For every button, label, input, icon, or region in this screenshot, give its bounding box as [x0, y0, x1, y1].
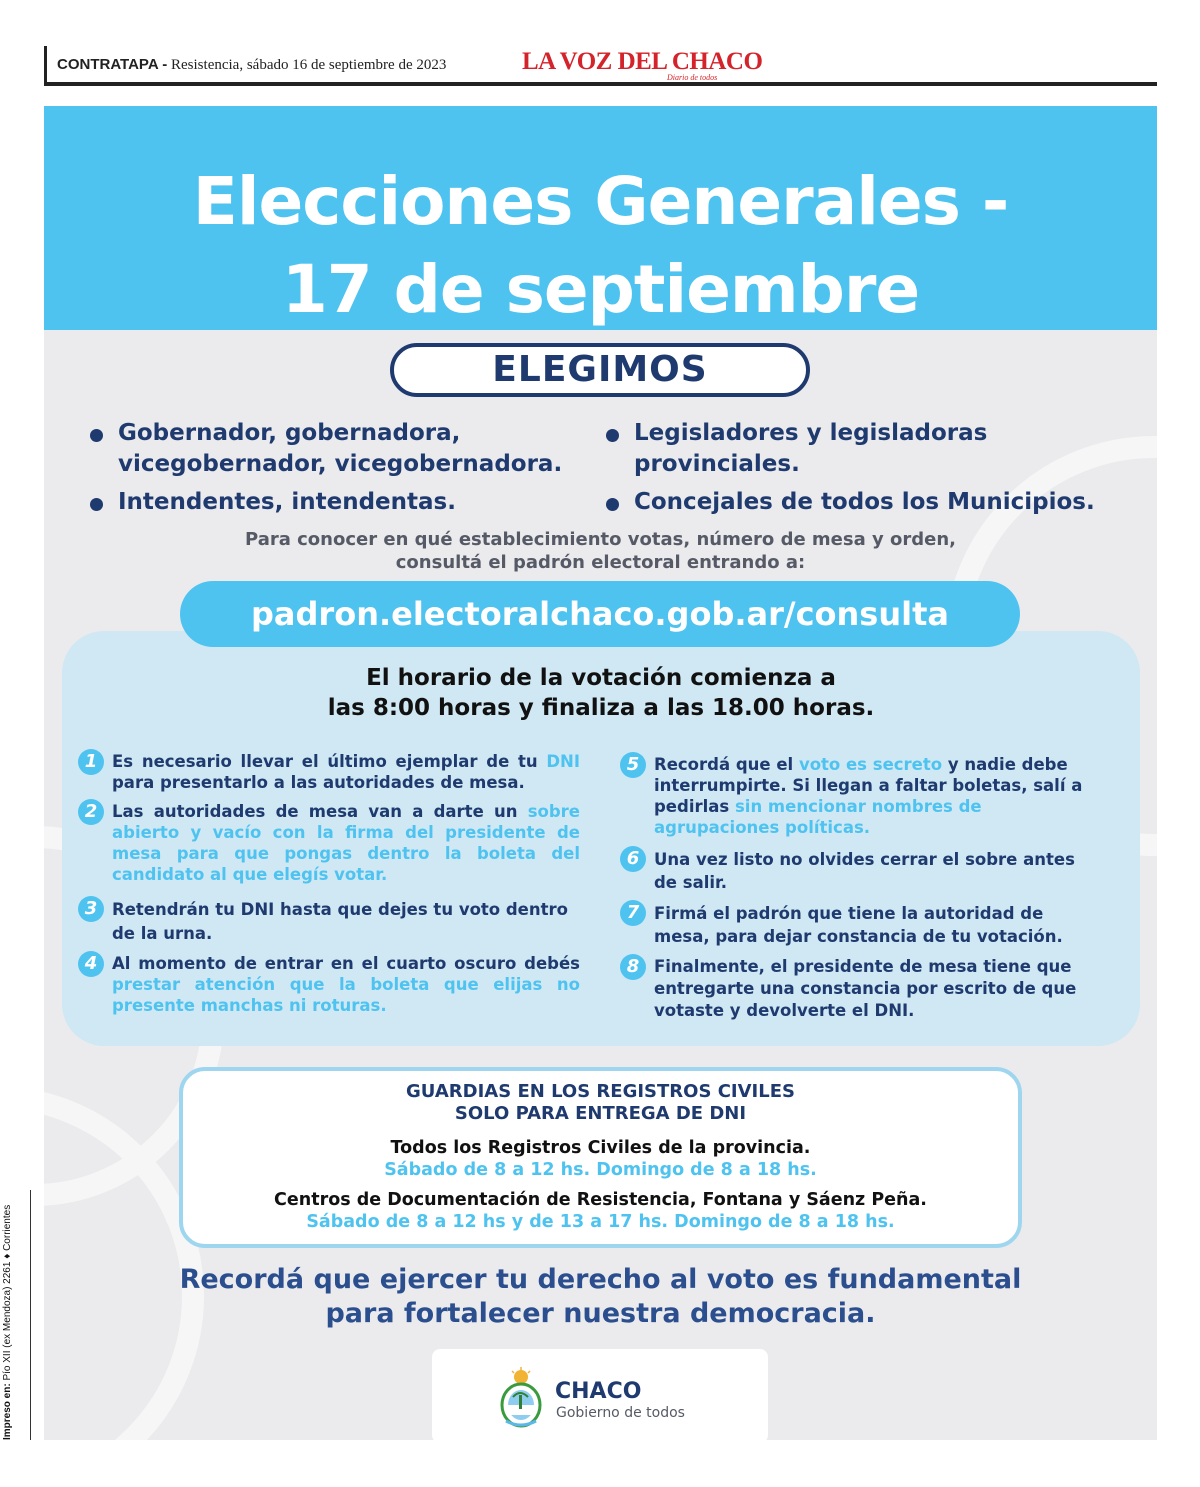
step-highlight: prestar atención que la boleta que elijas no presente manchas ni roturas.: [112, 975, 580, 1015]
masthead-tagline: Diario de todos: [667, 73, 718, 82]
section-label: CONTRATAPA -: [57, 56, 168, 73]
step-text: y nadie debe interrumpirte. Si llegan a faltar boletas, salí a pedirlas: [654, 755, 1083, 816]
dateline: Resistencia, sábado 16 de septiembre de 2023: [171, 57, 447, 73]
schedule-line1: El horario de la votación comienza a: [366, 665, 836, 691]
closing-message: [44, 1263, 1157, 1331]
bullet-line: provinciales.: [634, 451, 800, 477]
bullet-line: vicegobernador, vicegobernadora.: [118, 451, 563, 477]
bullet-concejales: [634, 487, 1095, 518]
bullet-dot: [606, 498, 619, 511]
imprint-label: Impreso en:: [2, 1383, 13, 1440]
step-4: [84, 953, 580, 1016]
masthead-logo: LA VOZ DEL CHACO: [522, 48, 763, 75]
bullet-legisladores: [634, 418, 987, 480]
step-2: [84, 801, 580, 885]
main-title-line2: 17 de septiembre: [281, 251, 920, 328]
step-8: [626, 956, 1094, 1022]
step-highlight: sobre abierto y vacío con la firma del presidente de mesa para que pongas dentro la boleta del candidato al que elegís votar.: [112, 802, 580, 884]
logo-subtitle: Gobierno de todos: [556, 1405, 685, 1421]
election-advertisement: [44, 106, 1157, 1440]
imprint-divider: [30, 1190, 31, 1440]
step-highlight: voto es secreto: [798, 755, 943, 774]
registries-hours: Sábado de 8 a 12 hs. Domingo de 8 a 18 hs.: [384, 1160, 817, 1180]
chaco-emblem-icon: [496, 1367, 546, 1429]
step-7: [626, 902, 1094, 948]
padron-url[interactable]: padron.electoralchaco.gob.ar/consulta: [180, 581, 1020, 647]
step-highlight: DNI: [546, 752, 580, 771]
schedule-line2: las 8:00 horas y finaliza a las 18.00 horas.: [327, 695, 875, 721]
step-number: 8: [620, 954, 646, 980]
step-3: [84, 898, 580, 946]
voting-steps-panel: [62, 631, 1140, 1046]
step-text: Finalmente, el presidente de mesa tiene que entregarte una constancia por escrito de que votaste y devolverte el DNI.: [654, 957, 1077, 1020]
centers-hours: Sábado de 8 a 12 hs y de 13 a 17 hs. Domingo de 8 a 18 hs.: [306, 1212, 895, 1232]
step-number: 2: [78, 799, 104, 825]
step-6: [626, 848, 1094, 894]
registry-hours-box: [179, 1067, 1022, 1248]
step-text: para presentarlo a las autoridades de mesa.: [112, 773, 525, 792]
bullet-line: Concejales de todos los Municipios.: [634, 489, 1095, 515]
centers-title: Centros de Documentación de Resistencia, Fontana y Sáenz Peña.: [274, 1190, 927, 1210]
registry-heading-line1: GUARDIAS EN LOS REGISTROS CIVILES: [406, 1081, 795, 1102]
step-number: 4: [78, 951, 104, 977]
step-text: Firmá el padrón que tiene la autoridad de mesa, para dejar constancia de tu votación.: [654, 904, 1063, 946]
consult-text: [44, 528, 1157, 574]
step-highlight: sin mencionar nombres de agrupaciones políticas.: [654, 797, 982, 837]
step-number: 7: [620, 900, 646, 926]
bullet-dot: [606, 429, 619, 442]
bullet-intendentes: [118, 487, 456, 518]
bullet-gobernador: [118, 418, 562, 480]
registries-title: Todos los Registros Civiles de la provincia.: [390, 1138, 811, 1158]
step-number: 5: [620, 752, 646, 778]
main-title-line1: Elecciones Generales -: [192, 163, 1009, 240]
step-text: Es necesario llevar el último ejemplar de tu: [112, 752, 547, 771]
step-number: 6: [620, 846, 646, 872]
logo-name: CHACO: [555, 1379, 642, 1404]
step-1: [84, 751, 580, 793]
newspaper-header: [44, 46, 1157, 86]
step-text: Al momento de entrar en el cuarto oscuro debés: [112, 954, 580, 973]
step-number: 3: [78, 896, 104, 922]
elegimos-heading: ELEGIMOS: [390, 343, 810, 397]
consult-line2: consultá el padrón electoral entrando a:: [395, 552, 806, 573]
chaco-government-logo: [432, 1349, 768, 1440]
title-banner: [44, 106, 1157, 330]
closing-line2: para fortalecer nuestra democracia.: [325, 1298, 876, 1329]
bullet-dot: [90, 498, 103, 511]
consult-line1: Para conocer en qué establecimiento votas, número de mesa y orden,: [244, 529, 957, 550]
step-text: Recordá que el: [654, 755, 799, 774]
registry-heading-line2: SOLO PARA ENTREGA DE DNI: [454, 1103, 747, 1124]
section-dateline: [57, 56, 446, 74]
bullet-dot: [90, 429, 103, 442]
closing-line1: Recordá que ejercer tu derecho al voto es fundamental: [179, 1264, 1022, 1295]
step-text: Una vez listo no olvides cerrar el sobre antes de salir.: [654, 850, 1075, 892]
bullet-line: Legisladores y legisladoras: [634, 420, 988, 446]
main-title: [44, 158, 1157, 334]
step-number: 1: [78, 749, 104, 775]
step-text: Las autoridades de mesa van a darte un: [112, 802, 528, 821]
imprint-text: Pío XII (ex Mendoza) 2261 ♦ Corrientes: [2, 1204, 13, 1381]
bullet-line: Intendentes, intendentas.: [118, 489, 456, 515]
bullet-line: Gobernador, gobernadora,: [118, 420, 461, 446]
schedule-title: [62, 663, 1140, 723]
imprint-note: [2, 1205, 13, 1440]
step-5: [626, 754, 1094, 838]
registry-heading: [183, 1081, 1018, 1125]
step-text: Retendrán tu DNI hasta que dejes tu voto dentro de la urna.: [112, 900, 568, 943]
